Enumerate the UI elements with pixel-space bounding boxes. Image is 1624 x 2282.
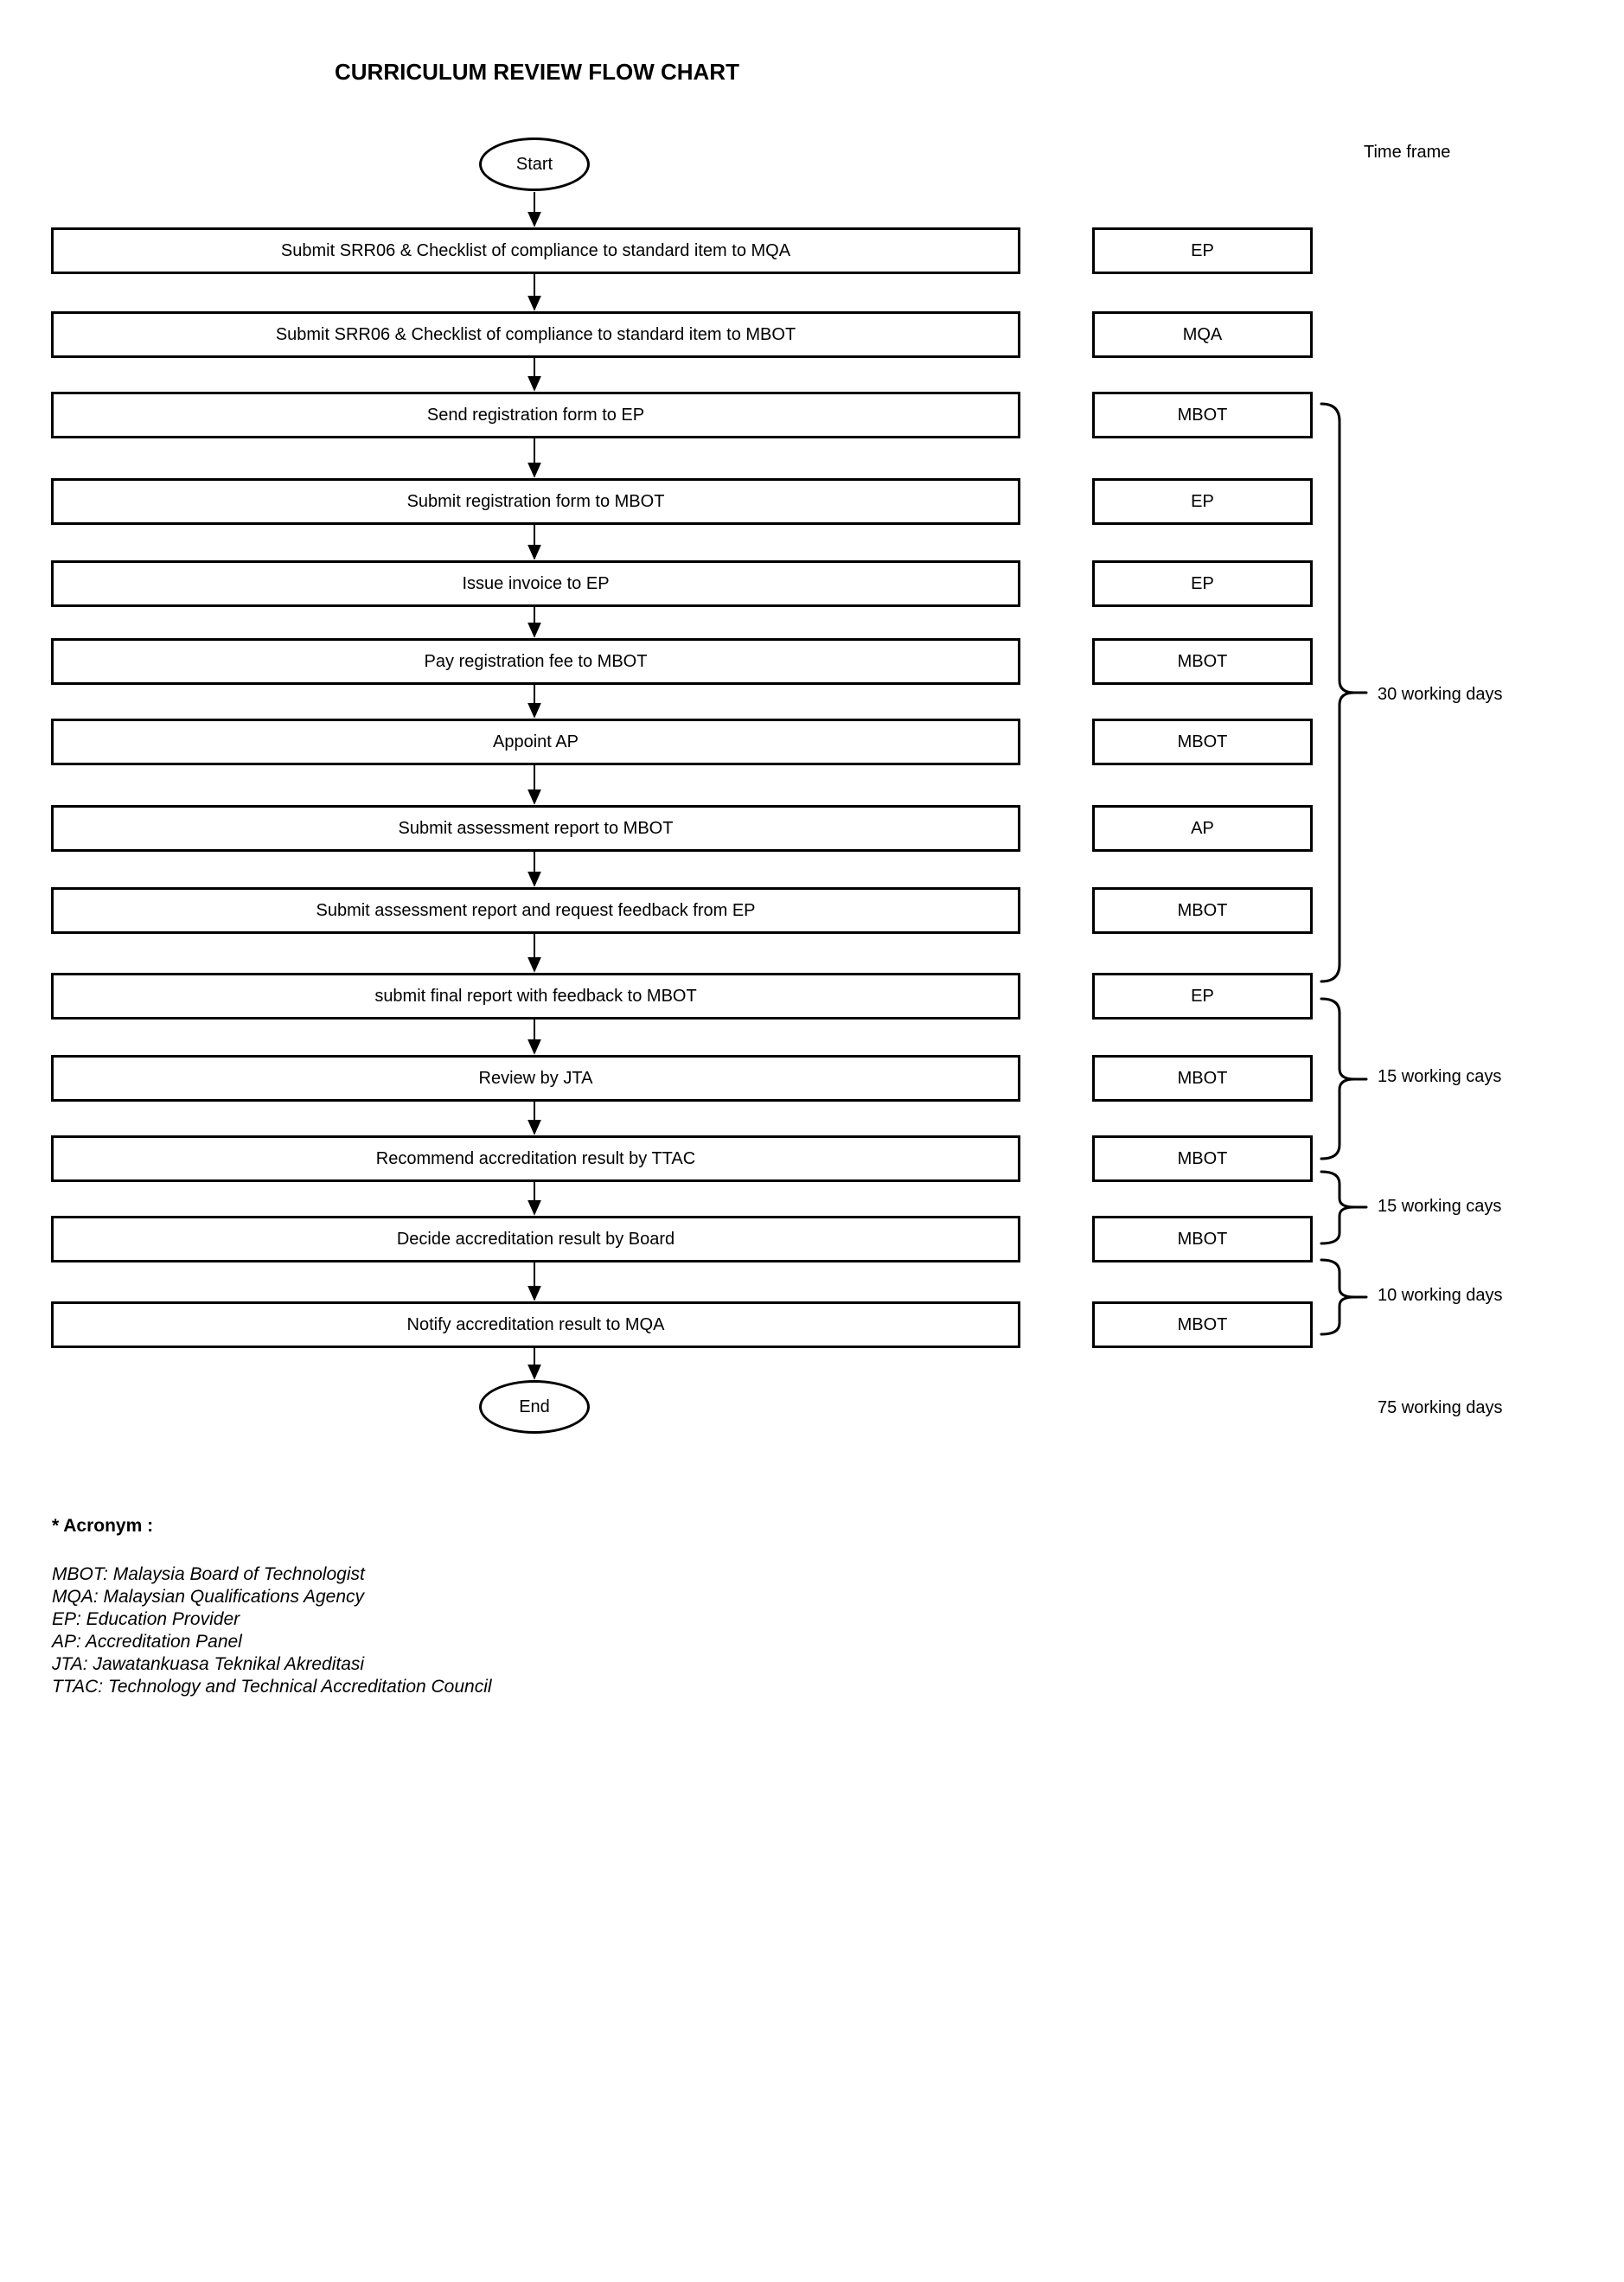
step-box — [51, 1055, 1020, 1102]
step-box — [51, 638, 1020, 685]
time-bracket-brace — [1321, 1260, 1366, 1334]
actor-label: MBOT — [1177, 405, 1228, 425]
step-box — [51, 805, 1020, 852]
time-bracket-label: 15 working cays — [1378, 1067, 1502, 1086]
step-box — [51, 227, 1020, 274]
time-frame-header: Time frame — [1364, 143, 1451, 162]
actor-box — [1092, 392, 1313, 438]
actor-label: EP — [1191, 573, 1214, 593]
step-label: Issue invoice to EP — [462, 573, 610, 593]
actor-label: AP — [1191, 818, 1214, 838]
time-bracket-brace — [1321, 404, 1366, 981]
step-label: Review by JTA — [478, 1068, 593, 1088]
actor-label: MBOT — [1177, 900, 1228, 920]
actor-box — [1092, 478, 1313, 525]
step-label: Notify accreditation result to MQA — [406, 1314, 665, 1334]
step-label: Appoint AP — [493, 732, 579, 751]
step-label: Decide accreditation result by Board — [396, 1229, 675, 1249]
actor-box — [1092, 719, 1313, 765]
actor-label: MBOT — [1177, 1068, 1228, 1088]
time-bracket-label: 15 working cays — [1378, 1197, 1502, 1216]
step-box — [51, 1216, 1020, 1262]
actor-label: MBOT — [1177, 1229, 1228, 1249]
actor-box — [1092, 805, 1313, 852]
actor-box — [1092, 638, 1313, 685]
end-label: End — [519, 1397, 550, 1416]
actor-box — [1092, 973, 1313, 1020]
acronym-item: MBOT: Malaysia Board of Technologist — [52, 1564, 365, 1584]
step-box — [51, 1135, 1020, 1182]
page-title: CURRICULUM REVIEW FLOW CHART — [335, 59, 739, 85]
actor-label: EP — [1191, 986, 1214, 1006]
acronym-item: TTAC: Technology and Technical Accreditation Council — [52, 1677, 492, 1697]
acronym-item: EP: Education Provider — [52, 1609, 240, 1629]
step-label: Submit assessment report to MBOT — [398, 818, 674, 838]
time-bracket-label: 10 working days — [1378, 1286, 1503, 1305]
actor-box — [1092, 1301, 1313, 1348]
time-bracket-brace — [1321, 999, 1366, 1159]
step-box — [51, 973, 1020, 1020]
step-label: Submit SRR06 & Checklist of compliance to standard item to MQA — [280, 240, 791, 260]
step-box — [51, 560, 1020, 607]
actor-label: MBOT — [1177, 1314, 1228, 1334]
actor-box — [1092, 560, 1313, 607]
step-box — [51, 311, 1020, 358]
time-bracket-brace — [1321, 1172, 1366, 1243]
time-bracket-label: 30 working days — [1378, 685, 1503, 704]
actor-box — [1092, 1055, 1313, 1102]
actor-label: MQA — [1182, 324, 1223, 344]
step-label: Submit SRR06 & Checklist of compliance to standard item to MBOT — [275, 324, 796, 344]
acronym-item: JTA: Jawatankuasa Teknikal Akreditasi — [52, 1654, 365, 1674]
acronym-item: AP: Accreditation Panel — [52, 1632, 242, 1652]
actor-label: MBOT — [1177, 1148, 1228, 1168]
step-label: Send registration form to EP — [426, 405, 645, 425]
end-terminal — [479, 1380, 590, 1434]
acronym-item: MQA: Malaysian Qualifications Agency — [52, 1587, 365, 1607]
actor-label: EP — [1191, 491, 1214, 511]
actor-box — [1092, 1216, 1313, 1262]
actor-box — [1092, 1135, 1313, 1182]
step-label: Submit assessment report and request feedback from EP — [316, 900, 756, 920]
step-box — [51, 392, 1020, 438]
step-label: submit final report with feedback to MBOT — [374, 986, 697, 1006]
acronym-list — [52, 1563, 492, 1698]
actor-box — [1092, 311, 1313, 358]
actor-box — [1092, 227, 1313, 274]
time-brackets — [1321, 404, 1366, 1334]
step-label: Submit registration form to MBOT — [406, 491, 665, 511]
actor-box — [1092, 887, 1313, 934]
actor-label: EP — [1191, 240, 1214, 260]
actor-label: MBOT — [1177, 651, 1228, 671]
step-label: Pay registration fee to MBOT — [424, 651, 648, 671]
actor-label: MBOT — [1177, 732, 1228, 751]
total-duration-label: 75 working days — [1378, 1398, 1503, 1417]
start-terminal — [479, 137, 590, 191]
step-label: Recommend accreditation result by TTAC — [375, 1148, 696, 1168]
step-box — [51, 1301, 1020, 1348]
acronym-heading: * Acronym : — [52, 1516, 154, 1536]
step-box — [51, 719, 1020, 765]
step-box — [51, 887, 1020, 934]
start-label: Start — [515, 154, 553, 174]
step-box — [51, 478, 1020, 525]
